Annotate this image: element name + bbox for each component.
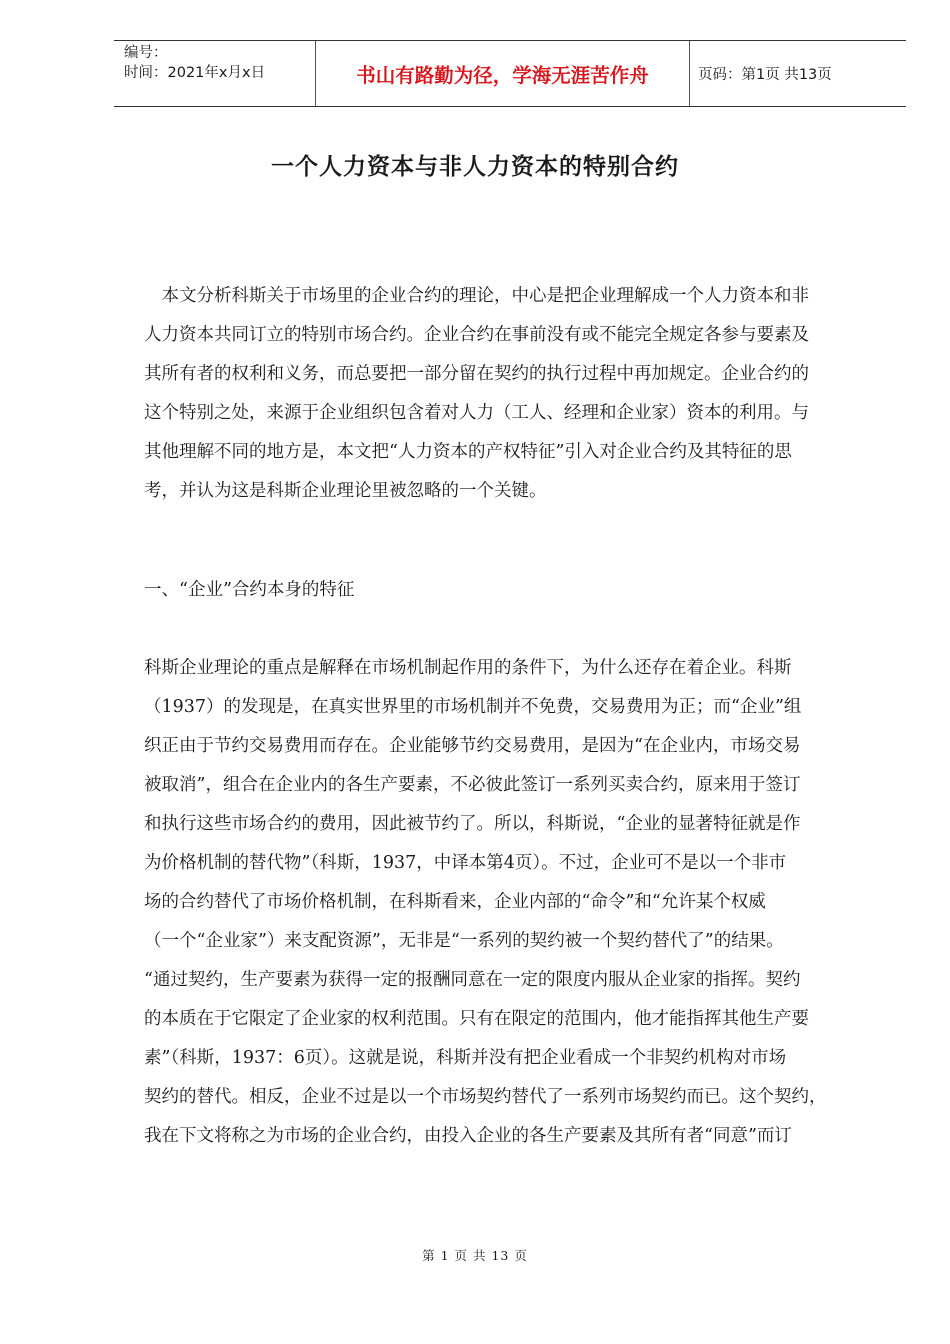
- paragraph-line: 考，并认为这是科斯企业理论里被忽略的一个关键。: [144, 481, 547, 501]
- header-page-info: 页码：第1页 共13页: [698, 67, 832, 83]
- paragraph-line: （一个“企业家”）来支配资源”，无非是“一系列的契约被一个契约替代了”的结果。: [144, 931, 784, 951]
- document-title: 一个人力资本与非人力资本的特别合约: [271, 154, 679, 180]
- paragraph-line: 这个特别之处，来源于企业组织包含着对人力（工人、经理和企业家）资本的利用。与: [144, 403, 809, 423]
- header-meta-cell: [114, 41, 316, 106]
- serial-label: 编号：: [124, 45, 168, 61]
- paragraph-line: 契约的替代。相反，企业不过是以一个市场契约替代了一系列市场契约而已。这个契约，: [144, 1087, 827, 1107]
- paragraph-line: 的本质在于它限定了企业家的权利范围。只有在限定的范围内，他才能指挥其他生产要: [144, 1009, 809, 1029]
- paragraph-line: 场的合约替代了市场价格机制，在科斯看来，企业内部的“命令”和“允许某个权威: [144, 892, 766, 912]
- paragraph-line: 我在下文将称之为市场的企业合约，由投入企业的各生产要素及其所有者“同意”而订: [144, 1126, 792, 1146]
- header-table: [114, 40, 906, 107]
- paragraph-line: 为价格机制的替代物”（科斯，1937，中译本第4页）。不过，企业可不是以一个非市: [144, 853, 787, 873]
- section-heading: 一、“企业”合约本身的特征: [144, 580, 355, 600]
- body-paragraph: [144, 649, 874, 1156]
- paragraph-line: 科斯企业理论的重点是解释在市场机制起作用的条件下，为什么还存在着企业。科斯: [144, 658, 792, 678]
- paragraph-line: 被取消”，组合在企业内的各生产要素，不必彼此签订一系列买卖合约，原来用于签订: [144, 775, 801, 795]
- paragraph-line: 本文分析科斯关于市场里的企业合约的理论，中心是把企业理解成一个人力资本和非: [144, 286, 809, 306]
- page-footer: 第 1 页 共 13 页: [422, 1248, 528, 1263]
- header-motto: 书山有路勤为径，学海无涯苦作舟: [316, 41, 690, 106]
- time-label: 时间：2021年x月x日: [124, 65, 266, 81]
- paragraph-line: 人力资本共同订立的特别市场合约。企业合约在事前没有或不能完全规定各参与要素及: [144, 325, 809, 345]
- paragraph-line: 其他理解不同的地方是，本文把“人力资本的产权特征”引入对企业合约及其特征的思: [144, 442, 792, 462]
- paragraph-line: 织正由于节约交易费用而存在。企业能够节约交易费用，是因为“在企业内，市场交易: [144, 736, 801, 756]
- paragraph-line: （1937）的发现是，在真实世界里的市场机制并不免费，交易费用为正；而“企业”组: [144, 697, 802, 717]
- paragraph-line: “通过契约，生产要素为获得一定的报酬同意在一定的限度内服从企业家的指挥。契约: [144, 970, 801, 990]
- abstract-paragraph: [144, 277, 874, 511]
- paragraph-line: 其所有者的权利和义务，而总要把一部分留在契约的执行过程中再加规定。企业合约的: [144, 364, 809, 384]
- paragraph-line: 和执行这些市场合约的费用，因此被节约了。所以，科斯说，“企业的显著特征就是作: [144, 814, 801, 834]
- paragraph-line: 素”（科斯，1937：6页）。这就是说，科斯并没有把企业看成一个非契约机构对市场: [144, 1048, 787, 1068]
